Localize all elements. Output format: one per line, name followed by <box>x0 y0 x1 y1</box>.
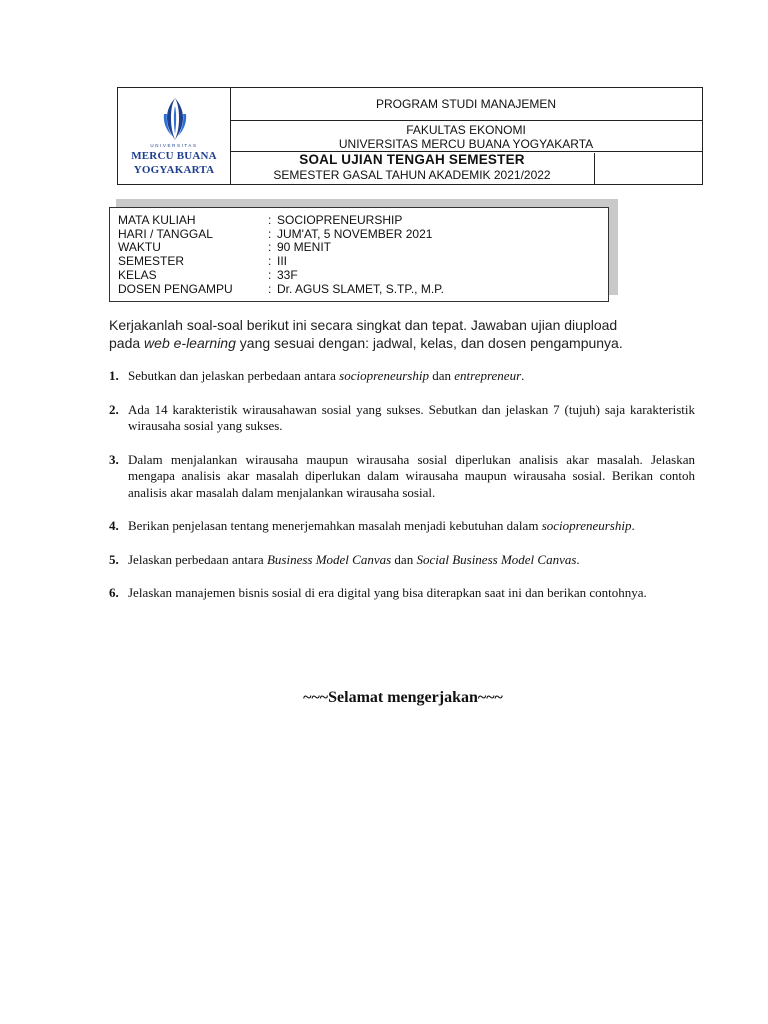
closing-message: ~~~Selamat mengerjakan~~~ <box>303 689 503 706</box>
info-label: WAKTU <box>118 240 161 254</box>
semester-year: SEMESTER GASAL TAHUN AKADEMIK 2021/2022 <box>273 168 551 182</box>
question-text: Dalam menjalankan wirausaha maupun wirausaha sosial diperlukan analisis akar masalah. Jelaskan mengapa analisis akar masalah diperlukan dalam wirausaha maupun wirausaha sosial. Berikan contoh analisis akar masalah dalam menjalankan wirausaha sosial. <box>128 451 695 500</box>
question-number: 5. <box>109 551 119 567</box>
university-logo <box>118 88 231 184</box>
info-separator: : <box>268 268 272 282</box>
faculty-name: FAKULTAS EKONOMI <box>406 123 526 137</box>
question-number: 4. <box>109 518 119 533</box>
info-value: III <box>277 254 288 268</box>
question-text: Sebutkan dan jelaskan perbedaan antara <box>128 368 340 383</box>
question-item <box>109 518 695 535</box>
question-number: 3. <box>109 451 119 467</box>
question-emphasis: Business Model Canvas <box>266 551 392 567</box>
info-value: JUM'AT, 5 NOVEMBER 2021 <box>277 227 433 241</box>
instructions-line1: Kerjakanlah soal-soal berikut ini secara singkat dan tepat. Jawaban ujian diupload <box>109 317 618 333</box>
logo-small-text: UNIVERSITAS <box>150 143 198 148</box>
info-label: HARI / TANGGAL <box>118 227 213 241</box>
exam-title-cell <box>230 153 595 184</box>
info-label: SEMESTER <box>118 254 185 268</box>
question-text: . <box>631 518 635 533</box>
info-value: 90 MENIT <box>277 240 332 254</box>
question-text: Ada 14 karakteristik wirausahawan sosial yang sukses. Sebutkan dan jelaskan 7 (tujuh) saja karakteristik wirausaha sosial yang sukses. <box>128 401 695 433</box>
university-name: UNIVERSITAS MERCU BUANA YOGYAKARTA <box>338 137 594 151</box>
logo-emblem-icon <box>162 96 188 142</box>
instructions <box>109 316 709 352</box>
question-text: . <box>521 368 525 383</box>
question-emphasis: sociopreneurship <box>541 518 632 533</box>
info-value: Dr. AGUS SLAMET, S.TP., M.P. <box>277 282 444 296</box>
info-separator: : <box>268 254 272 268</box>
info-separator: : <box>268 213 272 227</box>
question-number: 1. <box>109 368 119 383</box>
logo-name-line2: YOGYAKARTA <box>133 164 215 176</box>
instructions-line2 <box>109 334 709 352</box>
question-text: . <box>576 551 580 567</box>
instructions-text: pada <box>109 335 145 351</box>
question-text: Berikan penjelasan tentang menerjemahkan masalah menjadi kebutuhan dalam <box>128 518 542 533</box>
info-value: 33F <box>277 268 298 282</box>
info-separator: : <box>268 282 272 296</box>
instructions-emphasis: web e-learning <box>144 335 236 351</box>
info-label: DOSEN PENGAMPU <box>118 282 233 296</box>
info-label: MATA KULIAH <box>118 213 196 227</box>
question-emphasis: sociopreneurship <box>339 368 429 383</box>
question-item <box>109 402 695 435</box>
course-info-box <box>109 207 609 302</box>
question-text: Jelaskan perbedaan antara <box>128 551 267 567</box>
info-label: KELAS <box>118 268 157 282</box>
question-item <box>109 452 695 502</box>
info-separator: : <box>268 227 272 241</box>
question-number: 6. <box>109 585 119 600</box>
instructions-text: yang sesuai dengan: jadwal, kelas, dan dosen pengampunya. <box>235 335 623 351</box>
question-item <box>109 552 695 569</box>
faculty-cell <box>230 121 702 152</box>
program-name: PROGRAM STUDI MANAJEMEN <box>375 97 556 111</box>
info-value: SOCIOPRENEURSHIP <box>277 213 403 227</box>
header-table <box>117 87 703 185</box>
exam-title: SOAL UJIAN TENGAH SEMESTER <box>299 152 525 167</box>
question-number: 2. <box>109 401 119 417</box>
question-text: dan <box>391 551 417 567</box>
question-list <box>109 368 695 619</box>
logo-name-line1: MERCU BUANA <box>131 150 217 162</box>
question-text: dan <box>428 368 455 383</box>
question-item <box>109 368 695 385</box>
program-cell <box>230 88 702 121</box>
info-separator: : <box>268 240 272 254</box>
question-emphasis: entrepreneur <box>454 368 522 383</box>
question-text: Jelaskan manajemen bisnis sosial di era digital yang bisa diterapkan saat ini dan berikan contohnya. <box>128 585 647 600</box>
question-item <box>109 585 695 602</box>
question-emphasis: Social Business Model Canvas <box>416 551 577 567</box>
